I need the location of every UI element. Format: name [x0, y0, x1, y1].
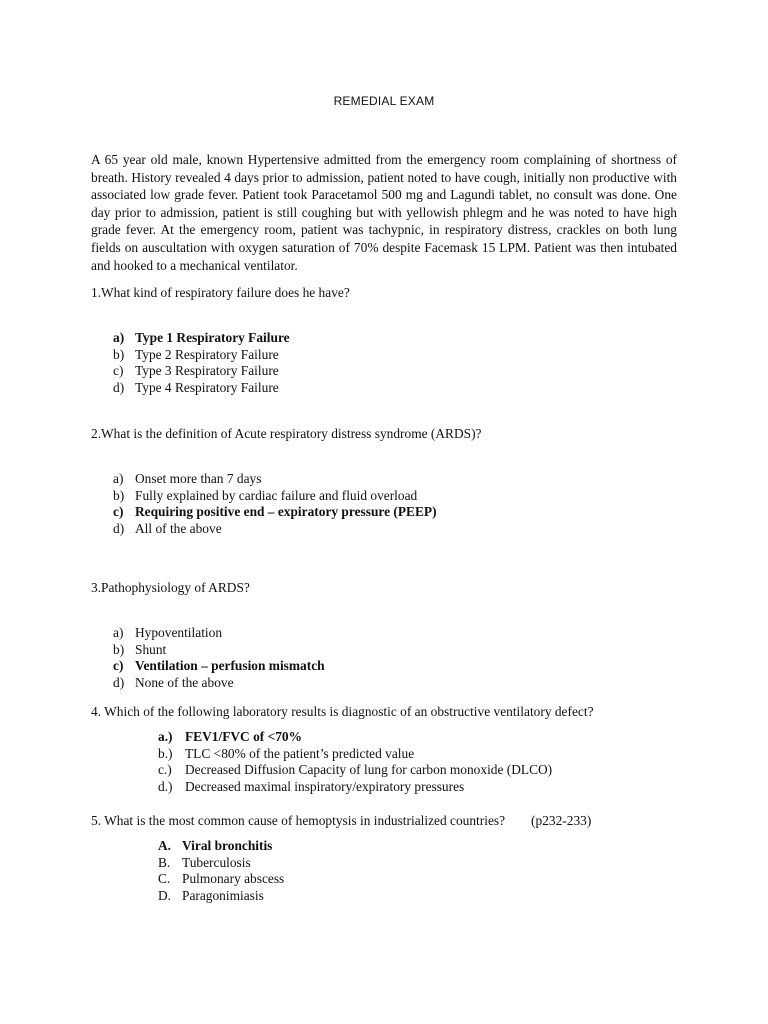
question-5-options — [158, 838, 284, 905]
option-marker: B. — [158, 854, 171, 870]
option-3c[interactable] — [113, 658, 325, 675]
option-3d[interactable] — [113, 675, 325, 692]
question-1: 1.What kind of respiratory failure does he have? — [91, 285, 350, 300]
option-text: Type 3 Respiratory Failure — [135, 363, 279, 379]
option-3a[interactable] — [113, 625, 325, 642]
question-5-text: 5. What is the most common cause of hemoptysis in industrialized countries? — [91, 813, 506, 828]
option-marker: d.) — [158, 779, 173, 795]
option-text: FEV1/FVC of <70% — [185, 729, 302, 744]
option-2d[interactable] — [113, 521, 437, 538]
option-text: All of the above — [135, 521, 222, 537]
option-5b[interactable] — [158, 855, 284, 872]
option-text: Fully explained by cardiac failure and fluid overload — [135, 487, 418, 503]
question-2: 2.What is the definition of Acute respiratory distress syndrome (ARDS)? — [91, 426, 482, 441]
option-marker: b) — [113, 487, 125, 503]
option-text: Type 4 Respiratory Failure — [135, 380, 279, 396]
option-marker: b) — [113, 641, 125, 657]
page-reference: (p232-233) — [531, 813, 592, 828]
option-1c[interactable] — [113, 363, 290, 380]
option-4c[interactable] — [158, 762, 552, 779]
option-2a[interactable] — [113, 471, 437, 488]
question-4: 4. Which of the following laboratory results is diagnostic of an obstructive ventilatory defect? — [91, 704, 594, 719]
option-text: Onset more than 7 days — [135, 471, 262, 486]
option-marker: c) — [113, 658, 124, 674]
question-5 — [91, 813, 591, 829]
option-marker: a.) — [158, 729, 173, 744]
option-marker: a) — [113, 471, 124, 486]
option-5c[interactable] — [158, 871, 284, 888]
option-text: Viral bronchitis — [182, 838, 273, 853]
question-1-options — [113, 330, 290, 397]
option-5d[interactable] — [158, 888, 284, 905]
option-text: Decreased maximal inspiratory/expiratory pressures — [185, 779, 465, 795]
option-4a[interactable] — [158, 729, 552, 746]
option-text: Pulmonary abscess — [182, 871, 285, 887]
option-4b[interactable] — [158, 746, 552, 763]
option-marker: d) — [113, 675, 125, 691]
option-marker: C. — [158, 871, 171, 887]
page-title: REMEDIAL EXAM — [333, 94, 435, 108]
option-marker: c) — [113, 504, 124, 520]
option-1b[interactable] — [113, 347, 290, 364]
option-text: Type 1 Respiratory Failure — [135, 330, 290, 345]
option-text: None of the above — [135, 675, 234, 691]
option-marker: b) — [113, 346, 125, 362]
option-marker: A. — [158, 838, 172, 853]
option-marker: c) — [113, 363, 124, 379]
option-text: Requiring positive end – expiratory pressure (PEEP) — [135, 504, 437, 520]
option-marker: d) — [113, 380, 125, 396]
option-marker: a) — [113, 625, 124, 640]
option-1d[interactable] — [113, 380, 290, 397]
option-marker: D. — [158, 888, 172, 904]
option-3b[interactable] — [113, 642, 325, 659]
option-text: Type 2 Respiratory Failure — [135, 346, 279, 362]
option-text: Paragonimiasis — [182, 888, 264, 904]
option-4d[interactable] — [158, 779, 552, 796]
option-text: Hypoventilation — [135, 625, 223, 640]
option-2c[interactable] — [113, 504, 437, 521]
option-1a[interactable] — [113, 330, 290, 347]
option-text: TLC <80% of the patient’s predicted value — [185, 745, 415, 761]
option-marker: a) — [113, 330, 125, 345]
option-marker: c.) — [158, 762, 172, 778]
option-5a[interactable] — [158, 838, 284, 855]
option-marker: d) — [113, 521, 125, 537]
option-text: Shunt — [135, 641, 167, 657]
case-paragraph: A 65 year old male, known Hypertensive admitted from the emergency room complaining of shortness of breath. History revealed 4 days prior to admission, patient noted to have cough, initially non productive with associated low grade fever. Patient took Paracetamol 500 mg and Lagundi tablet, no consult was done. One day prior to admission, patient is still coughing but with yellowish phlegm and he was noted to have high grade fever. At the emergency room, patient was tachypnic, in respiratory distress, crackles on both lung fields on auscultation with oxygen saturation of 70% despite Facemask 15 LPM. Patient was then intubated and hooked to a mechanical ventilator. — [91, 152, 677, 273]
question-4-options — [158, 729, 552, 796]
option-text: Tuberculosis — [182, 854, 251, 870]
option-marker: b.) — [158, 745, 173, 761]
option-text: Decreased Diffusion Capacity of lung for carbon monoxide (DLCO) — [185, 762, 553, 778]
question-3-options — [113, 625, 325, 692]
option-2b[interactable] — [113, 488, 437, 505]
question-2-options — [113, 471, 437, 538]
option-text: Ventilation – perfusion mismatch — [135, 658, 325, 674]
question-3: 3.Pathophysiology of ARDS? — [91, 580, 250, 595]
